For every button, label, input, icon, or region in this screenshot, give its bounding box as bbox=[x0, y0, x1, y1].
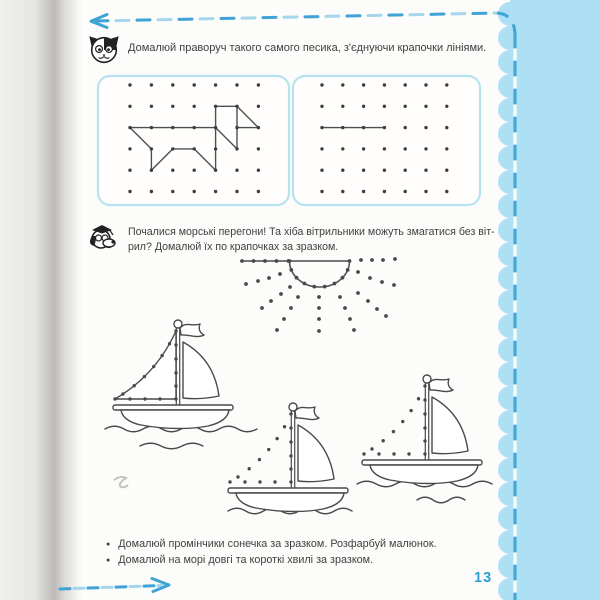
sailboat-sample bbox=[113, 320, 233, 429]
page-number: 13 bbox=[474, 570, 493, 586]
scan-smudge bbox=[114, 477, 128, 487]
right-sail bbox=[298, 425, 334, 482]
scalloped-band bbox=[498, 0, 600, 600]
hull bbox=[370, 465, 478, 484]
hull bbox=[236, 493, 344, 512]
flag bbox=[295, 407, 319, 420]
sea-wave bbox=[417, 497, 465, 503]
deck bbox=[113, 405, 233, 410]
sun-sample bbox=[240, 259, 351, 288]
task-list bbox=[106, 538, 437, 570]
right-sail bbox=[183, 342, 219, 399]
sample-dog-grid bbox=[98, 76, 289, 205]
sea-wave bbox=[140, 443, 203, 449]
dot-grid-panels bbox=[98, 76, 480, 205]
mast-top bbox=[423, 375, 431, 383]
marine-scene bbox=[105, 257, 492, 514]
sailboat-incomplete bbox=[362, 375, 482, 484]
flag bbox=[180, 324, 204, 337]
sailboat-incomplete bbox=[228, 403, 348, 512]
sun-ray-dots bbox=[244, 257, 397, 333]
sail-guide-dots bbox=[228, 412, 292, 483]
deck bbox=[362, 460, 482, 465]
sail-guide-dots bbox=[362, 384, 426, 455]
exercise1-instruction: Домалюй праворуч такого самого песика, з'єднуючи крапочки лініями. bbox=[128, 42, 487, 54]
flag bbox=[429, 379, 453, 392]
task-item-2 bbox=[106, 554, 437, 567]
mast-top bbox=[289, 403, 297, 411]
task-2-text: Домалюй на морі довгі та короткі хвилі за зразком. bbox=[118, 554, 374, 566]
mast bbox=[291, 411, 294, 490]
mast bbox=[176, 328, 179, 407]
task-item-1 bbox=[106, 538, 437, 551]
right-sail bbox=[432, 397, 468, 454]
task-1-text: Домалюй промінчики сонечка за зразком. Розфарбуй малюнок. bbox=[118, 538, 437, 550]
mast bbox=[425, 383, 428, 462]
hull bbox=[121, 410, 229, 429]
cat-icon bbox=[88, 34, 120, 69]
left-sail-drawn bbox=[115, 331, 176, 399]
copy-grid bbox=[293, 76, 480, 205]
exercise2-instruction-line1: Почалися морські перегони! Та хіба вітрильники можуть змагатися без віт- bbox=[128, 226, 495, 238]
dog-professor-icon bbox=[86, 221, 118, 258]
exercise2-instruction-line2: рил? Домалюй їх по крапочках за зразком. bbox=[128, 241, 339, 253]
deck bbox=[228, 488, 348, 493]
mast-top bbox=[174, 320, 182, 328]
bullet-icon: ● bbox=[106, 541, 111, 548]
bullet-icon: ● bbox=[106, 557, 111, 564]
